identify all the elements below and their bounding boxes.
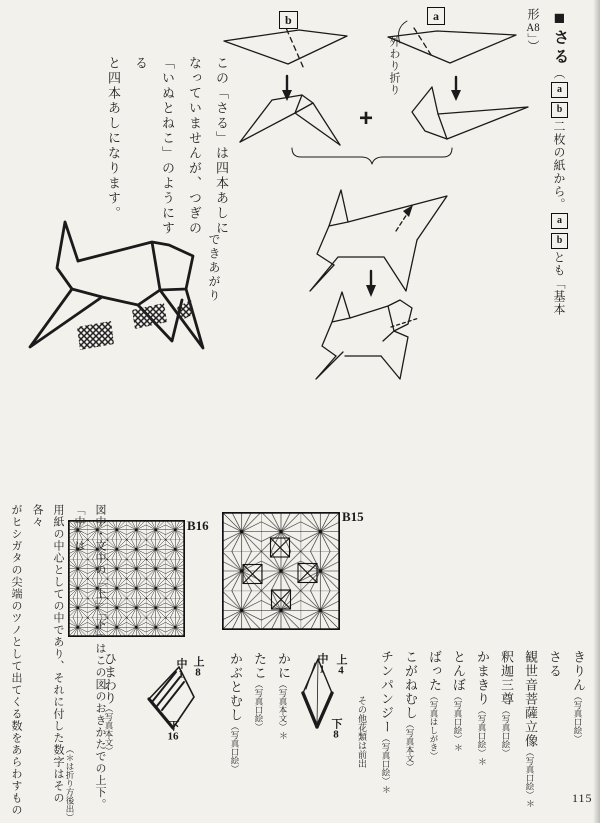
- intro-paragraph: [100, 56, 235, 248]
- photo-ref: （写真口絵）: [525, 748, 535, 799]
- model-name: かに: [276, 652, 291, 680]
- model-name: たこ: [252, 652, 267, 680]
- combine-brace: [292, 148, 452, 164]
- count-label: 下: [330, 718, 342, 729]
- photo-ref: （写真口絵）: [573, 692, 583, 743]
- plus-sign: +: [359, 105, 374, 132]
- legend-note-line: 用紙の中心としての中であり、それに付した数字はその各々: [31, 504, 64, 804]
- step-label-b: b: [279, 11, 298, 29]
- outside-reverse-fold-label: 外わり折り: [388, 36, 400, 96]
- shadow-hatch-patch: [132, 303, 167, 329]
- pattern-label-b15: B15: [342, 509, 364, 524]
- list-item: [247, 652, 271, 792]
- boxed-letter-b-icon: b: [551, 102, 568, 118]
- list-item: [223, 652, 247, 792]
- arrow-down-mid-icon: [366, 271, 376, 297]
- photo-ref: （写真口絵）: [453, 692, 463, 743]
- model-name: さる: [547, 650, 562, 678]
- count-value: 8: [195, 667, 201, 678]
- model-name: とんぼ: [451, 650, 466, 692]
- header-base-form-code: A8: [526, 21, 540, 33]
- photo-ref: （写真本文）: [104, 704, 114, 755]
- model-name: ばった: [427, 650, 442, 692]
- finished-label: できあがり: [207, 233, 221, 303]
- boxed-letter-a-icon: a: [551, 82, 568, 98]
- photo-ref: （写真口絵）: [477, 706, 487, 757]
- photo-ref: （写真口絵）: [254, 680, 264, 731]
- legend-note: [5, 504, 110, 822]
- shadow-hatch-patch: [77, 321, 114, 350]
- list-item: [542, 650, 566, 823]
- shadow-hatch-patch: [177, 300, 194, 321]
- legend-note-line: 図中・文中の「上」「下」はこの図のおきかたでの上下。「中」は: [73, 504, 106, 811]
- model-name: かまきり: [475, 650, 490, 706]
- intro-line: この「さる」は四本あしに: [214, 56, 229, 236]
- asterisk-mark: ＊: [453, 743, 463, 753]
- model-name: きりん: [571, 650, 586, 692]
- count-label: 上: [335, 654, 347, 665]
- list-item: [470, 650, 494, 823]
- list-item: [374, 650, 398, 823]
- count-value: 1: [178, 669, 184, 680]
- boxed-letter-b-icon: b: [551, 233, 568, 249]
- sunflower-top-count: [192, 656, 204, 690]
- photo-ref: （写真口絵）: [501, 706, 511, 757]
- boxed-letter-a-icon: a: [551, 213, 568, 229]
- intro-line: と四本あしになります。: [106, 56, 121, 221]
- count-value: 16: [167, 731, 179, 742]
- section-bullet-icon: ■: [549, 8, 570, 29]
- asterisk-mark: ＊: [381, 785, 391, 795]
- pattern-label-b16: B16: [187, 518, 209, 533]
- list-item: [446, 650, 470, 823]
- list-footer: その他花類は前出: [357, 696, 367, 768]
- asterisk-footnote: （＊は折り方後出）: [65, 745, 75, 822]
- count-label: 下: [167, 720, 179, 731]
- step-label-a: a: [427, 7, 445, 25]
- count-label: 上: [192, 656, 204, 667]
- diagram-b-step2: [240, 95, 340, 145]
- diagram-a-step2: [412, 87, 528, 139]
- intro-line: 「いぬとねこ」のようにする: [133, 56, 175, 236]
- photo-ref: （写真口絵）: [230, 722, 240, 773]
- header-open-paren: （: [552, 67, 566, 80]
- model-list: [343, 650, 590, 823]
- list-item: [494, 650, 518, 823]
- crab-bottom-count: [330, 718, 342, 754]
- model-name: 観世音菩薩立像: [523, 650, 538, 748]
- count-value: 4: [338, 665, 344, 676]
- asterisk-mark: ＊: [278, 731, 288, 741]
- intro-line: なっていませんが、つぎの: [187, 56, 202, 236]
- sunflower-item: [100, 652, 118, 772]
- photo-ref: （写真本文）: [405, 720, 415, 771]
- asterisk-mark: ＊: [477, 757, 487, 767]
- diagram-a-step1: [388, 21, 516, 63]
- count-label: 中: [316, 653, 328, 664]
- asterisk-mark: ＊: [525, 799, 535, 809]
- sunflower-diamond-figure: [149, 667, 194, 728]
- diagram-monkey-step: [310, 190, 447, 291]
- sunflower-bottom-count: [167, 720, 179, 756]
- model-name: 釈迦三尊: [499, 650, 514, 706]
- count-label: 中: [175, 658, 187, 669]
- count-value: 1: [319, 664, 325, 675]
- model-name: こがねむし: [403, 650, 418, 720]
- page-number: 115: [572, 791, 593, 805]
- page-edge-shadow: [593, 0, 600, 823]
- list-item: [398, 650, 422, 823]
- model-name: チンパンジー: [379, 650, 394, 734]
- legend-note-line: がヒシガタの尖端のツノとして出てくる数をあらわすもの: [10, 504, 22, 816]
- list-item: [271, 652, 295, 792]
- arrow-down-a-icon: [451, 77, 461, 101]
- header-text-2: とも「基本形: [526, 8, 566, 316]
- photo-ref: （写真口絵）: [381, 734, 391, 785]
- diagram-monkey-final: [316, 292, 419, 379]
- list-item: [518, 650, 542, 823]
- list-item: [422, 650, 446, 823]
- section-title: さる: [551, 29, 568, 67]
- header-text-1: 二枚の紙から。: [552, 120, 566, 211]
- crab-group-list: [225, 652, 295, 792]
- model-name: かぶとむし: [228, 652, 243, 722]
- photo-ref: （写真はしがき）: [429, 692, 439, 760]
- sunflower-mid-count: [175, 658, 187, 692]
- photo-ref: （写真本文）: [278, 680, 288, 731]
- count-value: 8: [333, 729, 339, 740]
- section-header: [520, 8, 572, 318]
- header-close-paren: 」）: [526, 33, 540, 53]
- model-name: ひまわり: [102, 652, 117, 704]
- crease-pattern-b15: [222, 512, 340, 630]
- crab-mid-count: [316, 653, 328, 687]
